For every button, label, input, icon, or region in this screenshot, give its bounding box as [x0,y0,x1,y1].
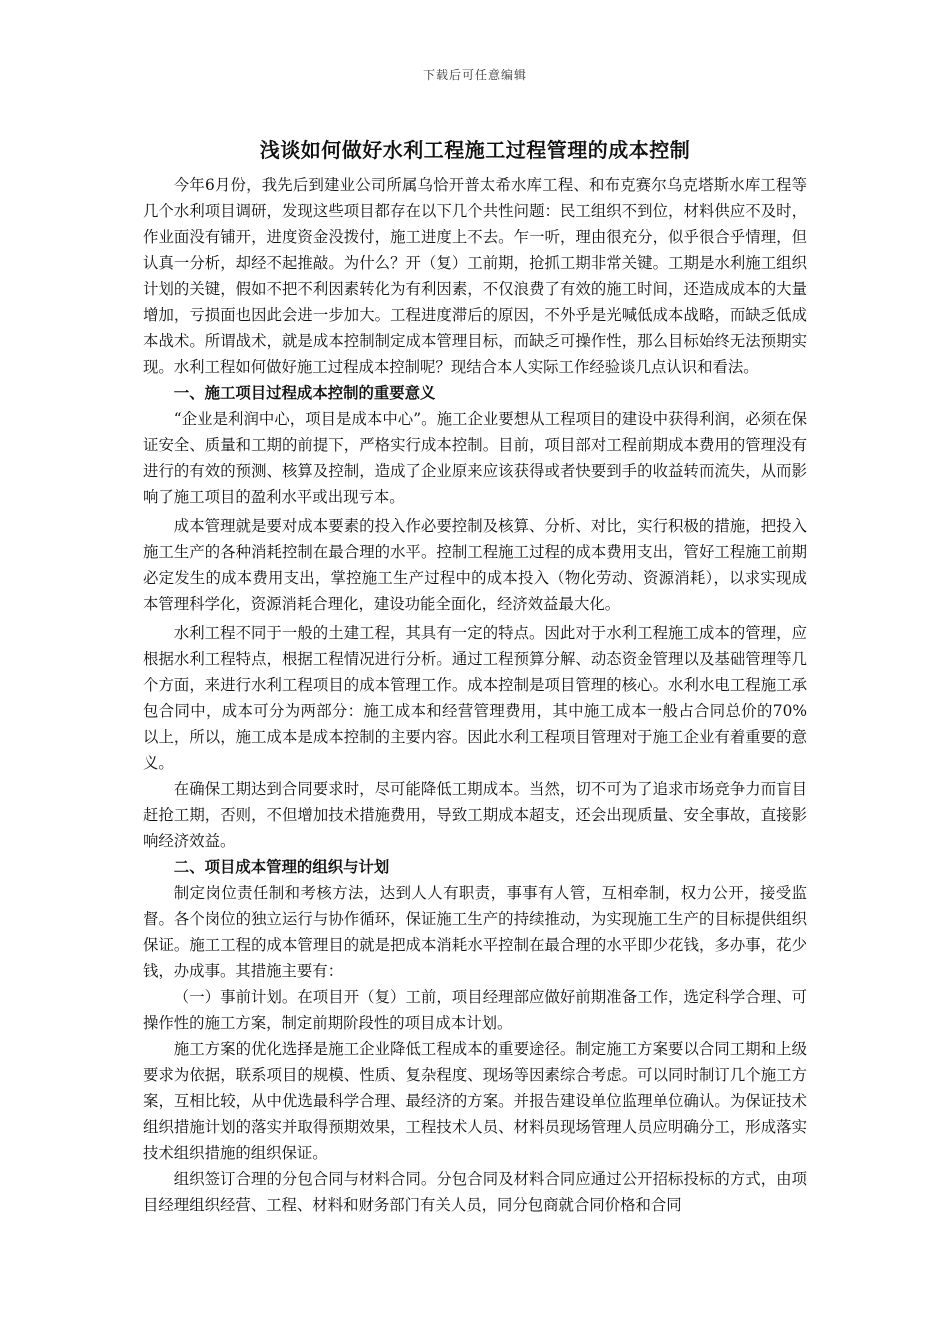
section-2-paragraph-3: 施工方案的优化选择是施工企业降低工程成本的重要途径。制定施工方案要以合同工期和上级要求为依据，联系项目的规模、性质、复杂程度、现场等因素综合考虑。可以同时制订几个施工方案，互相比较，从中优选最科学合理、最经济的方案。并报告建设单位监理单位确认。为保证技术组织措施计划的落实并取得预期效果，工程技术人员、材料员现场管理人员应明确分工，形成落实技术组织措施的组织保证。 [143,1040,807,1162]
section-1-heading: 一、施工项目过程成本控制的重要意义 [173,384,436,402]
section-1-paragraph-2: 成本管理就是要对成本要素的投入作必要控制及核算、分析、对比，实行积极的措施，把投入施工生产的各种消耗控制在最合理的水平。控制工程施工过程的成本费用支出，管好工程施工前期必定发生的成本费用支出，掌控施工生产过程中的成本投入（物化劳动、资源消耗），以求实现成本管理科学化，资源消耗合理化，建设功能全面化，经济效益最大化。 [143,517,807,613]
section-2-paragraph-4: 组织签订合理的分包合同与材料合同。分包合同及材料合同应通过公开招标投标的方式，由项目经理组织经营、工程、材料和财务部门有关人员，同分包商就合同价格和合同 [143,1170,807,1214]
document-body [143,132,807,1218]
intro-paragraph: 今年6月份，我先后到建业公司所属乌恰开普太希水库工程、和布克赛尔乌克塔斯水库工程等几个水利项目调研，发现这些项目都存在以下几个共性问题：民工组织不到位，材料供应不及时，作业面没有铺开，进度资金没拨付，施工进度上不去。乍一听，理由很充分，似乎很合乎情理，但认真一分析，却经不起推敲。为什么？开（复）工前期，抢抓工期非常关键。工期是水利施工组织计划的关键，假如不把不利因素转化为有利因素，不仅浪费了有效的施工时间，还造成成本的大量增加，亏损面也因此会进一步加大。工程进度滞后的原因，不外乎是光喊低成本战略，而缺乏低成本战术。所谓战术，就是成本控制制定成本管理目标，而缺乏可操作性，那么目标始终无法预期实现。水利工程如何做好施工过程成本控制呢？现结合本人实际工作经验谈几点认识和看法。 [143,176,807,376]
document-title: 浅谈如何做好水利工程施工过程管理的成本控制 [259,138,691,162]
section-1-paragraph-3: 水利工程不同于一般的土建工程，其具有一定的特点。因此对于水利工程施工成本的管理，应根据水利工程特点，根据工程情况进行分析。通过工程预算分解、动态资金管理以及基础管理等几个方面，来进行水利工程项目的成本管理工作。成本控制是项目管理的核心。水利水电工程施工承包合同中，成本可分为两部分：施工成本和经营管理费用，其中施工成本一般占合同总价的70%以上，所以，施工成本是成本控制的主要内容。因此水利工程项目管理对于施工企业有着重要的意义。 [143,624,807,772]
section-2-heading: 二、项目成本管理的组织与计划 [173,858,390,876]
section-1-paragraph-1: “企业是利润中心，项目是成本中心”。施工企业要想从工程项目的建设中获得利润，必须在保证安全、质量和工期的前提下，严格实行成本控制。目前，项目部对工程前期成本费用的管理没有进行的有效的预测、核算及控制，造成了企业原来应该获得或者快要到手的收益转而流失，从而影响了施工项目的盈利水平或出现亏本。 [143,410,807,506]
section-2-paragraph-2: （一）事前计划。在项目开（复）工前，项目经理部应做好前期准备工作，选定科学合理、可操作性的施工方案，制定前期阶段性的项目成本计划。 [143,988,807,1032]
page-header-note: 下载后可任意编辑 [422,68,527,82]
section-2-paragraph-1: 制定岗位责任制和考核方法，达到人人有职责，事事有人管，互相牵制，权力公开，接受监督。各个岗位的独立运行与协作循环，保证施工生产的持续推动，为实现施工生产的目标提供组织保证。施工工程的成本管理目的就是把成本消耗水平控制在最合理的水平即少花钱，多办事，花少钱，办成事。其措施主要有： [143,884,807,980]
section-1-paragraph-4: 在确保工期达到合同要求时，尽可能降低工期成本。当然，切不可为了追求市场竞争力而盲目赶抢工期，否则，不但增加技术措施费用，导致工期成本超支，还会出现质量、安全事故，直接影响经济效益。 [143,780,807,850]
